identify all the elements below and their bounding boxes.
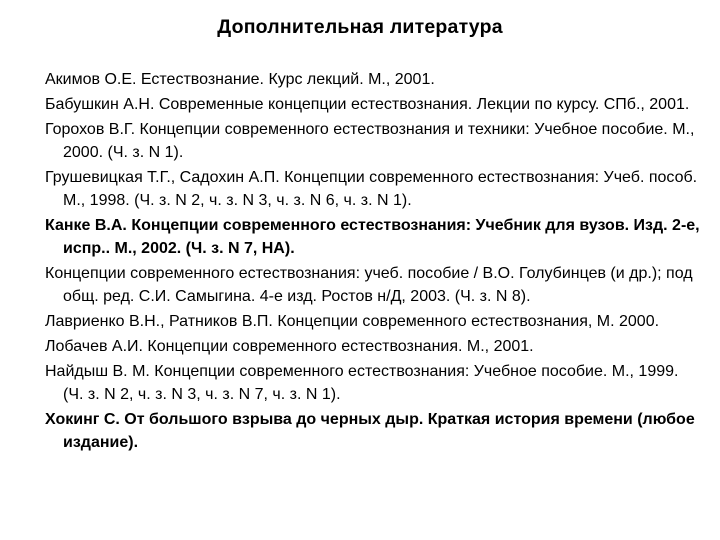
reference-item: Найдыш В. М. Концепции современного естествознания: Учебное пособие. М., 1999. (Ч. з. N 2, ч. з. N 3, ч. з. N 7, ч. з. N 1). bbox=[45, 363, 679, 403]
reference-item: Акимов О.Е. Естествознание. Курс лекций. М., 2001. bbox=[45, 71, 435, 88]
reference-item: Хокинг С. От большого взрыва до черных дыр. Краткая история времени (любое издание). bbox=[45, 411, 695, 451]
reference-item: Концепции современного естествознания: учеб. пособие / В.О. Голубинцев (и др.); под общ. ред. С.И. Самыгина. 4-е изд. Ростов н/Д, 2003. (Ч. з. N 8). bbox=[45, 265, 693, 305]
reference-item: Лавриенко В.Н., Ратников В.П. Концепции современного естествознания, М. 2000. bbox=[45, 313, 660, 330]
reference-item: Грушевицкая Т.Г., Садохин А.П. Концепции современного естествознания: Учеб. пособ. М., 1998. (Ч. з. N 2, ч. з. N 3, ч. з. N 6, ч. з. N 1). bbox=[45, 169, 698, 209]
reference-item: Канке В.А. Концепции современного естествознания: Учебник для вузов. Изд. 2-е, испр.. М., 2002. (Ч. з. N 7, НА). bbox=[45, 217, 700, 257]
reference-item: Горохов В.Г. Концепции современного естествознания и техники: Учебное пособие. М., 2000. (Ч. з. N 1). bbox=[45, 121, 695, 161]
reference-list bbox=[45, 68, 700, 456]
reference-item: Лобачев А.И. Концепции современного естествознания. М., 2001. bbox=[45, 338, 534, 355]
page-title: Дополнительная литература bbox=[217, 16, 503, 38]
reference-item: Бабушкин А.Н. Современные концепции естествознания. Лекции по курсу. СПб., 2001. bbox=[45, 96, 690, 113]
